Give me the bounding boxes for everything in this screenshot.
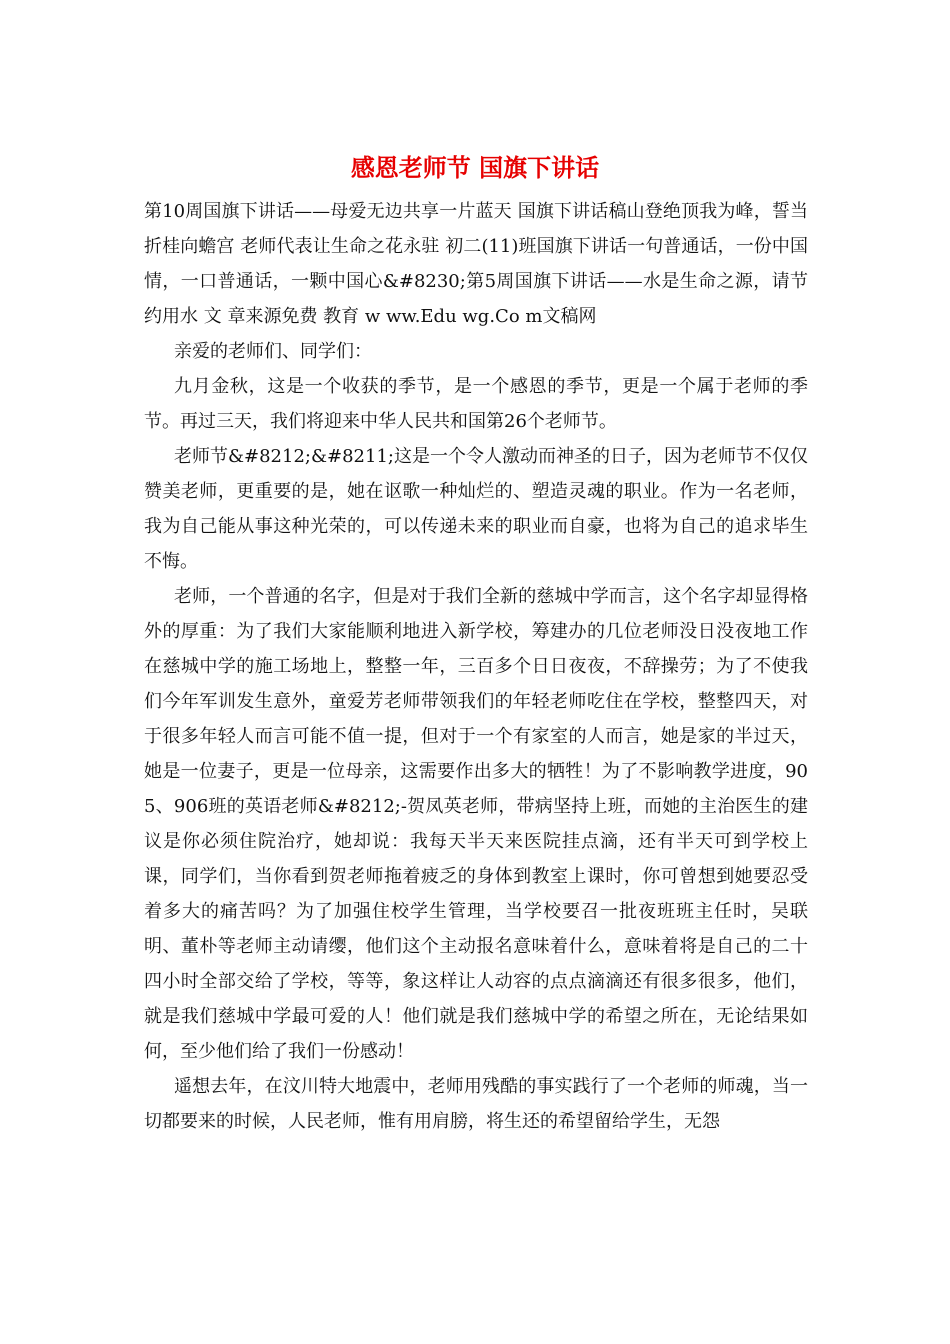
body-paragraph: 九月金秋，这是一个收获的季节，是一个感恩的季节，更是一个属于老师的季节。再过三天，我们将迎来中华人民共和国第26个老师节。	[144, 376, 808, 432]
body-paragraph: 老师，一个普通的名字，但是对于我们全新的慈城中学而言，这个名字却显得格外的厚重：为了我们大家能顺利地进入新学校，筹建办的几位老师没日没夜地工作在慈城中学的施工场地上，整整一年，三百多个日日夜夜，不辞操劳；为了不使我们今年军训发生意外，童爱芳老师带领我们的年轻老师吃住在学校，整整四天，对于很多年轻人而言可能不值一提，但对于一个有家室的人而言，她是家的半过天，她是一位妻子，更是一位母亲，这需要作出多大的牺牲！为了不影响教学进度，905、906班的英语老师&#8212;-贺凤英老师，带病坚持上班，而她的主治医生的建议是你必须住院治疗，她却说：我每天半天来医院挂点滴，还有半天可到学校上课，同学们，当你看到贺老师拖着疲乏的身体到教室上课时，你可曾想到她要忍受着多大的痛苦吗？为了加强住校学生管理，当学校要召一批夜班班主任时，吴联明、董朴等老师主动请缨，他们这个主动报名意味着什么，意味着将是自己的二十四小时全部交给了学校，等等，象这样让人动容的点点滴滴还有很多很多，他们，就是我们慈城中学最可爱的人！他们就是我们慈城中学的希望之所在，无论结果如何，至少他们给了我们一份感动！	[144, 586, 808, 1062]
body-paragraph: 老师节&#8212;&#8211;这是一个令人激动而神圣的日子，因为老师节不仅仅赞美老师，更重要的是，她在讴歌一种灿烂的、塑造灵魂的职业。作为一名老师，我为自己能从事这种光荣的，可以传递未来的职业而自豪，也将为自己的追求毕生不悔。	[144, 446, 808, 572]
greeting-paragraph: 亲爱的老师们、同学们：	[174, 341, 372, 362]
body-paragraph: 遥想去年，在汶川特大地震中，老师用残酷的事实践行了一个老师的师魂，当一切都要来的时候，人民老师，惟有用肩膀，将生还的希望留给学生，无怨	[144, 1076, 808, 1132]
intro-paragraph: 第10周国旗下讲话——母爱无边共享一片蓝天 国旗下讲话稿山登绝顶我为峰，誓当折桂向蟾宫 老师代表让生命之花永驻 初二(11)班国旗下讲话一句普通话，一份中国情，一口普通话，一颗中国心&#8230;第5周国旗下讲话——水是生命之源，请节约用水 文 章来源免费 教育 w ww.Edu wg.Co m文稿网	[144, 201, 808, 327]
document-body	[144, 194, 808, 1139]
document-title: 感恩老师节 国旗下讲话	[350, 153, 600, 182]
